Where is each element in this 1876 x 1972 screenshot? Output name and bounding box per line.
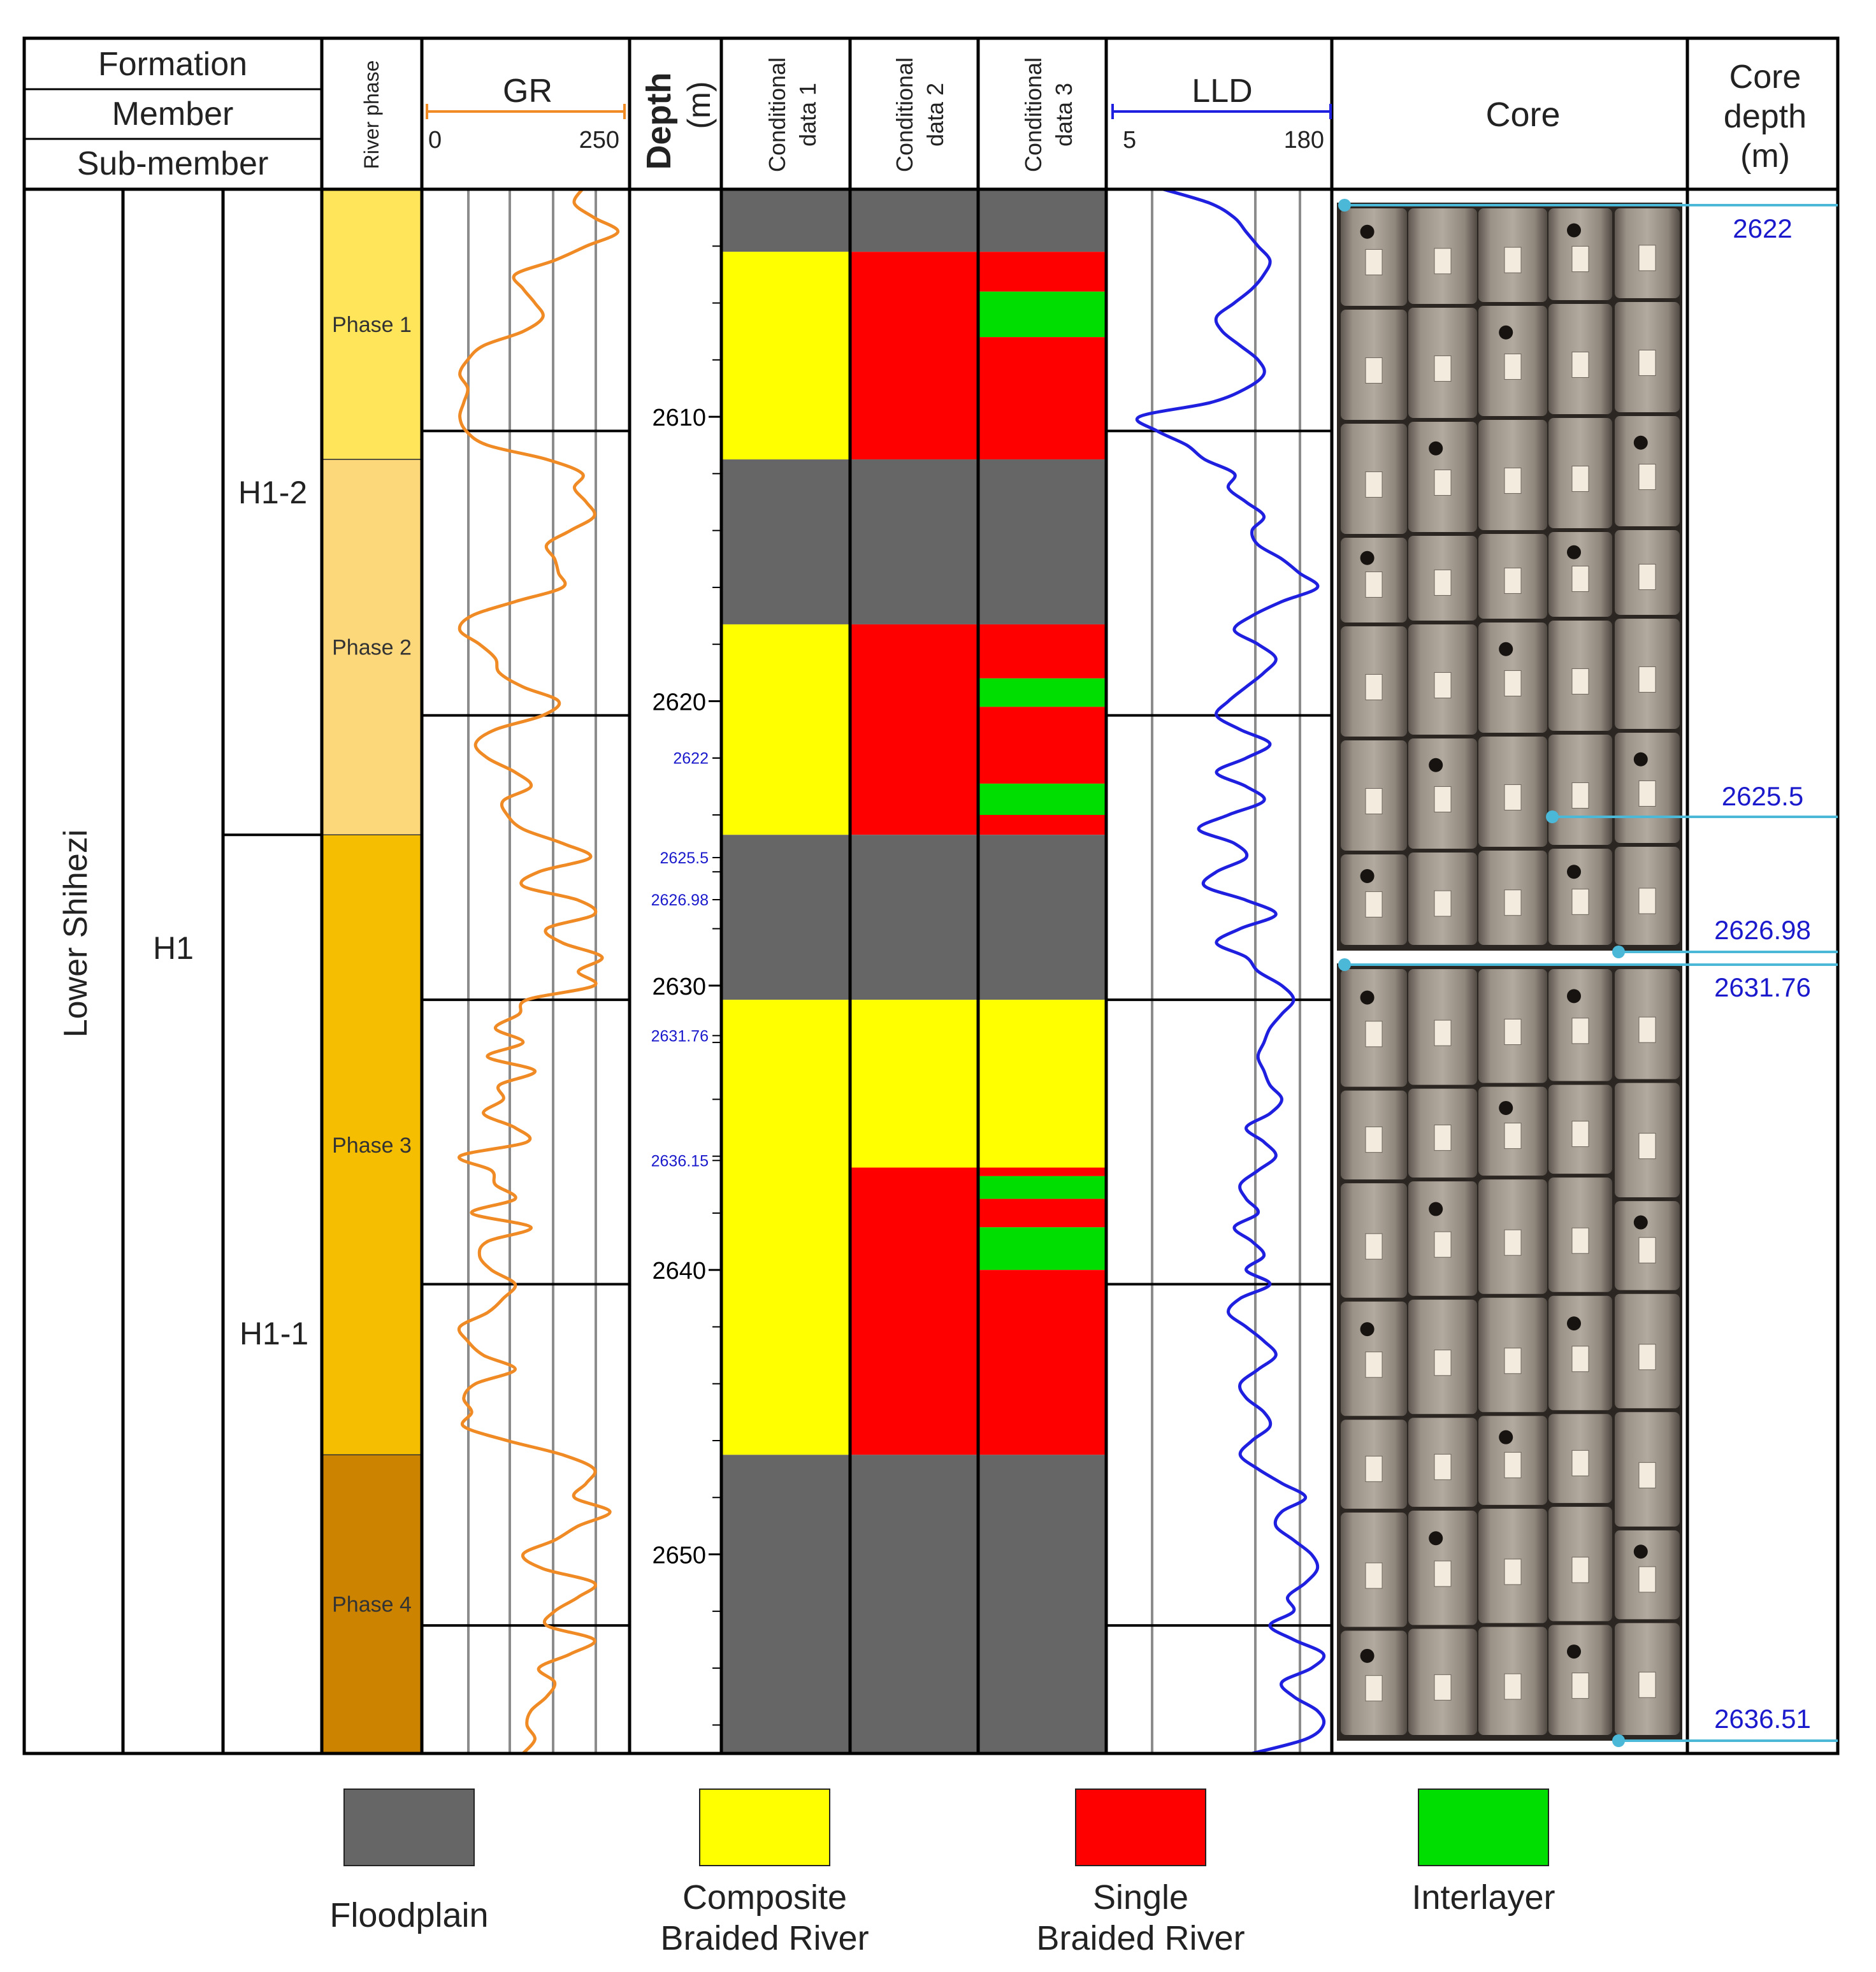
- gr-curve: [459, 189, 617, 1753]
- cond3-interval-14: [978, 1176, 1106, 1199]
- core-sample-tag: [1434, 356, 1451, 381]
- core-sample-tag: [1504, 890, 1521, 916]
- core-sample-tag: [1504, 568, 1521, 593]
- core-sample-tag: [1366, 1352, 1382, 1378]
- core-sample-tag: [1639, 245, 1656, 271]
- core-sample-tag: [1366, 471, 1382, 497]
- core-sample-tag: [1504, 468, 1521, 493]
- legend-label-single: Single: [1092, 1878, 1189, 1917]
- core-depth-label: 2625.5: [1721, 781, 1804, 811]
- core-sample-tag: [1639, 666, 1656, 692]
- header-river-phase: River phase: [360, 60, 383, 169]
- core-plug-hole: [1429, 1531, 1443, 1545]
- lld-scale-min: 5: [1123, 127, 1137, 154]
- cond2-interval-4: [850, 624, 978, 835]
- lld-curve: [1137, 189, 1324, 1753]
- core-sample-tag: [1572, 247, 1589, 272]
- core-depth-label: 2636.51: [1714, 1704, 1811, 1734]
- core-sample-tag: [1504, 247, 1521, 273]
- depth-tick-label: 2650: [652, 1542, 706, 1569]
- core-plug-hole: [1567, 545, 1581, 559]
- core-sample-tag: [1434, 570, 1451, 595]
- core-sample-tag: [1366, 788, 1382, 814]
- core-sample-tag: [1366, 674, 1382, 700]
- cond3-interval-5: [978, 459, 1106, 624]
- depth-marker-label: 2636.15: [651, 1152, 709, 1170]
- cond1-interval-1: [721, 189, 850, 252]
- cond2-interval-7: [850, 1167, 978, 1455]
- core-sample-tag: [1572, 352, 1589, 377]
- core-plug-hole: [1567, 224, 1581, 238]
- core-sample-tag: [1639, 1017, 1656, 1042]
- header-cond1-line2: data 1: [795, 82, 821, 147]
- header-formation: Formation: [97, 46, 248, 83]
- core-sample-tag: [1366, 1456, 1382, 1481]
- core-sample-tag: [1434, 672, 1451, 698]
- cond3-interval-13: [978, 1167, 1106, 1176]
- legend-label-floodplain: Floodplain: [329, 1896, 489, 1934]
- core-plug-hole: [1634, 436, 1648, 450]
- header-cond2-line1: Conditional: [891, 57, 918, 173]
- core-sample-tag: [1639, 564, 1656, 589]
- core-depth-dot: [1338, 958, 1351, 971]
- core-sample-tag: [1366, 1234, 1382, 1259]
- core-sample-tag: [1434, 248, 1451, 274]
- core-sample-tag: [1639, 1567, 1656, 1592]
- legend-label-interlayer: Interlayer: [1411, 1878, 1555, 1917]
- core-sample-tag: [1639, 1344, 1656, 1370]
- cond3-interval-10: [978, 815, 1106, 835]
- core-sample-tag: [1434, 1561, 1451, 1587]
- depth-tick-label: 2640: [652, 1258, 706, 1285]
- header-lld-label: LLD: [1192, 73, 1253, 110]
- legend-swatch-interlayer: [1418, 1789, 1548, 1866]
- depth-tick-label: 2630: [652, 973, 706, 1000]
- cond3-interval-3: [978, 292, 1106, 337]
- core-plug-hole: [1499, 1430, 1513, 1444]
- core-sample-tag: [1572, 889, 1589, 914]
- core-sample-tag: [1639, 781, 1656, 806]
- core-sample-tag: [1639, 888, 1656, 914]
- core-sample-tag: [1504, 354, 1521, 379]
- core-sample-tag: [1366, 1676, 1382, 1701]
- core-plug-hole: [1429, 758, 1443, 772]
- depth-track: [651, 246, 721, 1725]
- core-sample-tag: [1504, 1674, 1521, 1699]
- sub-member-label-1: H1-2: [238, 475, 308, 510]
- core-sample-tag: [1366, 357, 1382, 383]
- cond3-interval-6: [978, 624, 1106, 679]
- core-sample-tag: [1639, 350, 1656, 375]
- core-sample-tag: [1434, 1232, 1451, 1257]
- core-sample-tag: [1504, 670, 1521, 696]
- cond3-interval-18: [978, 1455, 1106, 1753]
- core-plug-hole: [1567, 989, 1581, 1003]
- core-sample-tag: [1434, 470, 1451, 495]
- core-depth-dot: [1338, 199, 1351, 212]
- core-depth-dot: [1612, 1734, 1625, 1747]
- core-depth-label: 2626.98: [1714, 915, 1811, 945]
- core-plug-hole: [1360, 991, 1375, 1005]
- column-fills: [322, 189, 1106, 1753]
- legend-swatch-composite: [700, 1789, 830, 1866]
- core-plug-hole: [1499, 1101, 1513, 1115]
- cond3-interval-8: [978, 707, 1106, 784]
- cond3-interval-17: [978, 1270, 1106, 1455]
- core-plug-hole: [1499, 326, 1513, 340]
- core-sample-tag: [1434, 786, 1451, 812]
- core-sample-tag: [1504, 1123, 1521, 1149]
- core-depth-dot: [1546, 810, 1559, 823]
- core-plug-hole: [1360, 1322, 1375, 1336]
- depth-tick-label: 2610: [652, 405, 706, 432]
- core-sample-tag: [1504, 1230, 1521, 1255]
- legend-swatch-single: [1076, 1789, 1206, 1866]
- core-sample-tag: [1572, 1450, 1589, 1476]
- cond3-interval-7: [978, 679, 1106, 707]
- phase-label-2: Phase 2: [332, 635, 412, 660]
- cond1-interval-7: [721, 1455, 850, 1753]
- core-sample-tag: [1366, 891, 1382, 917]
- cond3-interval-2: [978, 252, 1106, 291]
- depth-marker-label: 2622: [673, 749, 709, 768]
- core-photo-panel: [1337, 203, 1682, 1741]
- core-plug-hole: [1634, 752, 1648, 766]
- header-core-depth-line3: (m): [1740, 138, 1790, 175]
- core-sample-tag: [1434, 1454, 1451, 1479]
- core-sample-tag: [1572, 1557, 1589, 1583]
- core-plug-hole: [1567, 1316, 1581, 1330]
- core-sample-tag: [1434, 1020, 1451, 1046]
- cond2-interval-2: [850, 252, 978, 459]
- cond1-interval-3: [721, 459, 850, 624]
- core-sample-tag: [1572, 1673, 1589, 1699]
- header-member: Member: [112, 96, 234, 133]
- header-core-depth-line1: Core: [1729, 59, 1801, 96]
- core-plug-hole: [1429, 1202, 1443, 1216]
- core-sample-tag: [1639, 1462, 1656, 1488]
- sub-member-label-2: H1-1: [239, 1316, 309, 1351]
- cond3-interval-16: [978, 1227, 1106, 1270]
- core-plug-hole: [1360, 225, 1375, 239]
- depth-marker-label: 2625.5: [660, 849, 709, 867]
- core-sample-tag: [1639, 1672, 1656, 1697]
- core-plug-hole: [1360, 551, 1375, 565]
- core-sample-tag: [1572, 1228, 1589, 1253]
- cond2-interval-1: [850, 189, 978, 252]
- cond2-interval-6: [850, 1000, 978, 1167]
- cond2-interval-5: [850, 835, 978, 1000]
- header-sub-member: Sub-member: [76, 145, 269, 182]
- core-plug-hole: [1567, 865, 1581, 879]
- phase-label-4: Phase 4: [332, 1592, 412, 1617]
- cond3-interval-9: [978, 784, 1106, 815]
- depth-marker-label: 2626.98: [651, 891, 709, 910]
- core-plug-hole: [1360, 1649, 1375, 1663]
- core-sample-tag: [1572, 566, 1589, 591]
- core-sample-tag: [1366, 1563, 1382, 1588]
- core-sample-tag: [1572, 1346, 1589, 1372]
- cond2-interval-8: [850, 1455, 978, 1753]
- core-plug-hole: [1360, 869, 1375, 883]
- cond3-interval-15: [978, 1199, 1106, 1228]
- core-depth-dot: [1612, 946, 1625, 958]
- phase-label-3: Phase 3: [332, 1133, 412, 1158]
- core-sample-tag: [1366, 249, 1382, 275]
- core-depth-label: 2622: [1733, 213, 1793, 243]
- facies-legend: [329, 1789, 1555, 1957]
- core-sample-tag: [1572, 466, 1589, 491]
- header-core-depth-line2: depth: [1723, 98, 1807, 135]
- depth-marker-label: 2631.76: [651, 1027, 709, 1046]
- core-plug-hole: [1634, 1216, 1648, 1230]
- cond1-interval-5: [721, 835, 850, 1000]
- cond3-interval-1: [978, 189, 1106, 252]
- core-depth-label: 2631.76: [1714, 972, 1811, 1002]
- gr-scale-min: 0: [428, 127, 442, 154]
- core-plug-hole: [1499, 642, 1513, 656]
- cond3-interval-4: [978, 337, 1106, 459]
- core-sample-tag: [1504, 1019, 1521, 1045]
- cond3-interval-12: [978, 1000, 1106, 1167]
- core-plug-hole: [1634, 1544, 1648, 1558]
- core-sample-tag: [1366, 572, 1382, 597]
- core-sample-tag: [1504, 1559, 1521, 1585]
- legend-label-composite: Composite: [682, 1878, 848, 1917]
- header: [77, 46, 1807, 182]
- cond1-interval-4: [721, 624, 850, 835]
- core-sample-tag: [1434, 891, 1451, 916]
- core-plug-hole: [1429, 442, 1443, 456]
- cond1-interval-2: [721, 252, 850, 459]
- core-sample-tag: [1639, 1237, 1656, 1263]
- header-cond3-line1: Conditional: [1020, 57, 1046, 173]
- phase-label-1: Phase 1: [332, 313, 412, 338]
- core-sample-tag: [1572, 1121, 1589, 1147]
- core-sample-tag: [1366, 1021, 1382, 1047]
- legend-label-composite: Braided River: [660, 1919, 869, 1957]
- core-sample-tag: [1572, 668, 1589, 694]
- cond3-interval-11: [978, 835, 1106, 1000]
- cond1-interval-6: [721, 1000, 850, 1455]
- gr-scale-max: 250: [579, 127, 619, 154]
- core-sample-tag: [1434, 1350, 1451, 1376]
- core-sample-tag: [1366, 1127, 1382, 1153]
- lld-scale-max: 180: [1283, 127, 1324, 154]
- core-sample-tag: [1639, 464, 1656, 489]
- depth-tick-label: 2620: [652, 689, 706, 716]
- core-sample-tag: [1572, 1018, 1589, 1044]
- core-sample-tag: [1504, 784, 1521, 810]
- core-sample-tag: [1639, 1134, 1656, 1159]
- legend-label-single: Braided River: [1036, 1919, 1245, 1957]
- formation-label: Lower Shihezi: [57, 829, 94, 1038]
- header-cond1-line1: Conditional: [764, 57, 790, 173]
- header-depth-label: Depth: [640, 72, 678, 170]
- header-gr-label: GR: [503, 73, 552, 110]
- header-cond2-line2: data 2: [922, 82, 948, 147]
- header-core: Core: [1485, 96, 1561, 134]
- legend-swatch-floodplain: [344, 1789, 474, 1866]
- core-sample-tag: [1434, 1674, 1451, 1700]
- core-sample-tag: [1572, 782, 1589, 808]
- core-sample-tag: [1504, 1348, 1521, 1374]
- header-depth-unit: (m): [681, 81, 717, 129]
- core-plug-hole: [1567, 1645, 1581, 1659]
- member-label: H1: [153, 930, 194, 966]
- core-sample-tag: [1504, 1452, 1521, 1478]
- cond2-interval-3: [850, 459, 978, 624]
- header-cond3-line2: data 3: [1051, 82, 1077, 147]
- core-sample-tag: [1434, 1125, 1451, 1151]
